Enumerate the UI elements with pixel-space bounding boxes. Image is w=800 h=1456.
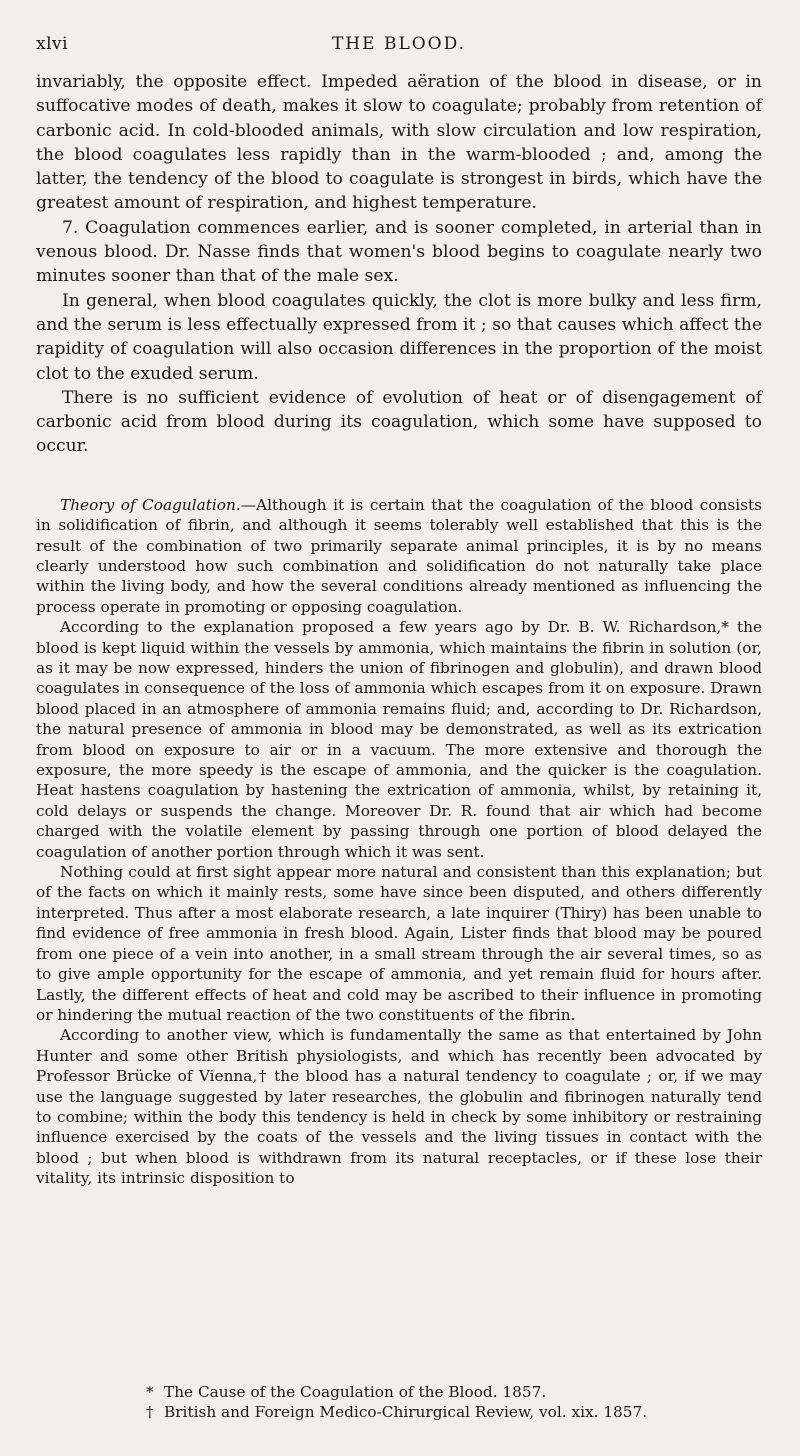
footnote [36,1402,762,1422]
paragraph-objections: Nothing could at first sight appear more natural and consistent than this explanation; but of the facts on which it mainly rests, some have since been disputed, and others differently interpreted. Thus after a most elaborate research, a late inquirer (Thiry) has been unable to find evidence of free ammonia in fresh blood. Again, Lister finds that blood may be poured from one piece of a vein into another, in a small stream through the air several times, so as to give ample opportunity for the escape of ammonia, and yet remain fluid for hours after. Lastly, the different effects of heat and cold may be ascribed to their influence in promoting or hindering the mutual reaction of the two constituents of the fibrin. [36,863,762,1024]
paragraph-richardson-ammonia: According to the explanation proposed a few years ago by Dr. B. W. Richardson,* the blood is kept liquid within the vessels by ammonia, which maintains the fibrin in solution (or, as it may be now expressed, hinders the union of fibrinogen and globulin), and drawn blood coagulates in consequence of the loss of ammonia which escapes from it on exposure. Drawn blood placed in an atmosphere of ammonia remains fluid; and, according to Dr. Richardson, the natural presence of ammonia in blood may be demonstrated, as well as its extrication from blood on exposure to air or in a vacuum. The more extensive and thorough the exposure, the more speedy is the escape of ammonia, and the quicker is the coagulation. Heat hastens coagulation by hastening the extrication of ammonia, whilst, by retaining it, cold delays or suspends the change. Moreover Dr. R. found that air which had become charged with the volatile element by passing through one portion of blood delayed the coagulation of another portion through which it was sent. [36,618,762,861]
footnote-mark: * [146,1383,154,1401]
footnote [36,1382,762,1402]
footnote-text: The Cause of the Coagulation of the Blood. 1857. [164,1383,547,1401]
page-number: xlvi [36,34,69,54]
theory-intro-text: —Although it is certain that the coagulation of the blood consists in solidification of fibrin, and although it seems tolerably well established that this is the result of the combination of two primarily separate animal principles, it is by no means clearly understood how such combination and solidification do not naturally take place within the living body, and how the several conditions already mentioned as influencing the process operate in promoting or opposing coagulation. [36,495,762,616]
section-heading: Theory of Coagulation. [60,495,241,514]
paragraph-continuation: invariably, the opposite effect. Impeded aëration of the blood in disease, or in suffocative modes of death, makes it slow to coagulate; probably from retention of carbonic acid. In cold-blooded animals, with slow circulation and low respiration, the blood coagulates less rapidly than in the warm-blooded ; and, among the latter, the tendency of the blood to coagulate is strongest in birds, which have the greatest amount of respiration, and highest temperature. [36,72,762,214]
running-title: THE BLOOD. [331,34,467,54]
running-head [36,30,762,70]
paragraph-arterial-coagulation: 7. Coagulation commences earlier, and is sooner completed, in arterial than in venous blood. Dr. Nasse finds that women's blood begins to coagulate nearly two minutes sooner than that of the male sex. [36,217,762,287]
paragraph-clot-firmness: In general, when blood coagulates quickly, the clot is more bulky and less firm, and the serum is less effectually expressed from it ; so that causes which affect the rapidity of coagulation will also occasion differences in the proportion of the moist clot to the exuded serum. [36,290,762,384]
theory-section [36,495,762,1189]
footnote-mark: † [146,1403,154,1421]
footnotes [36,1382,762,1422]
upper-text-block [36,70,762,459]
paragraph-brucke-view: According to another view, which is fundamentally the same as that entertained by John Hunter and some other British physiologists, and which has recently been advocated by Professor Brücke of Vienna,† the blood has a natural tendency to coagulate ; or, if we may use the language suggested by later researches, the globulin and fibrinogen naturally tend to combine; within the body this tendency is held in check by some inhibitory or restraining influence exercised by the coats of the vessels and the living tissues in contact with the blood ; but when blood is withdrawn from its natural receptacles, or if these lose their vitality, its intrinsic disposition to [36,1026,762,1188]
section-divider-space [36,459,762,495]
theory-intro-paragraph [36,495,762,617]
paragraph-heat-evolution: There is no sufficient evidence of evolution of heat or of disengagement of carbonic acid from blood during its coagulation, which some have supposed to occur. [36,387,762,457]
footnote-text: British and Foreign Medico-Chirurgical Review, vol. xix. 1857. [164,1403,648,1421]
